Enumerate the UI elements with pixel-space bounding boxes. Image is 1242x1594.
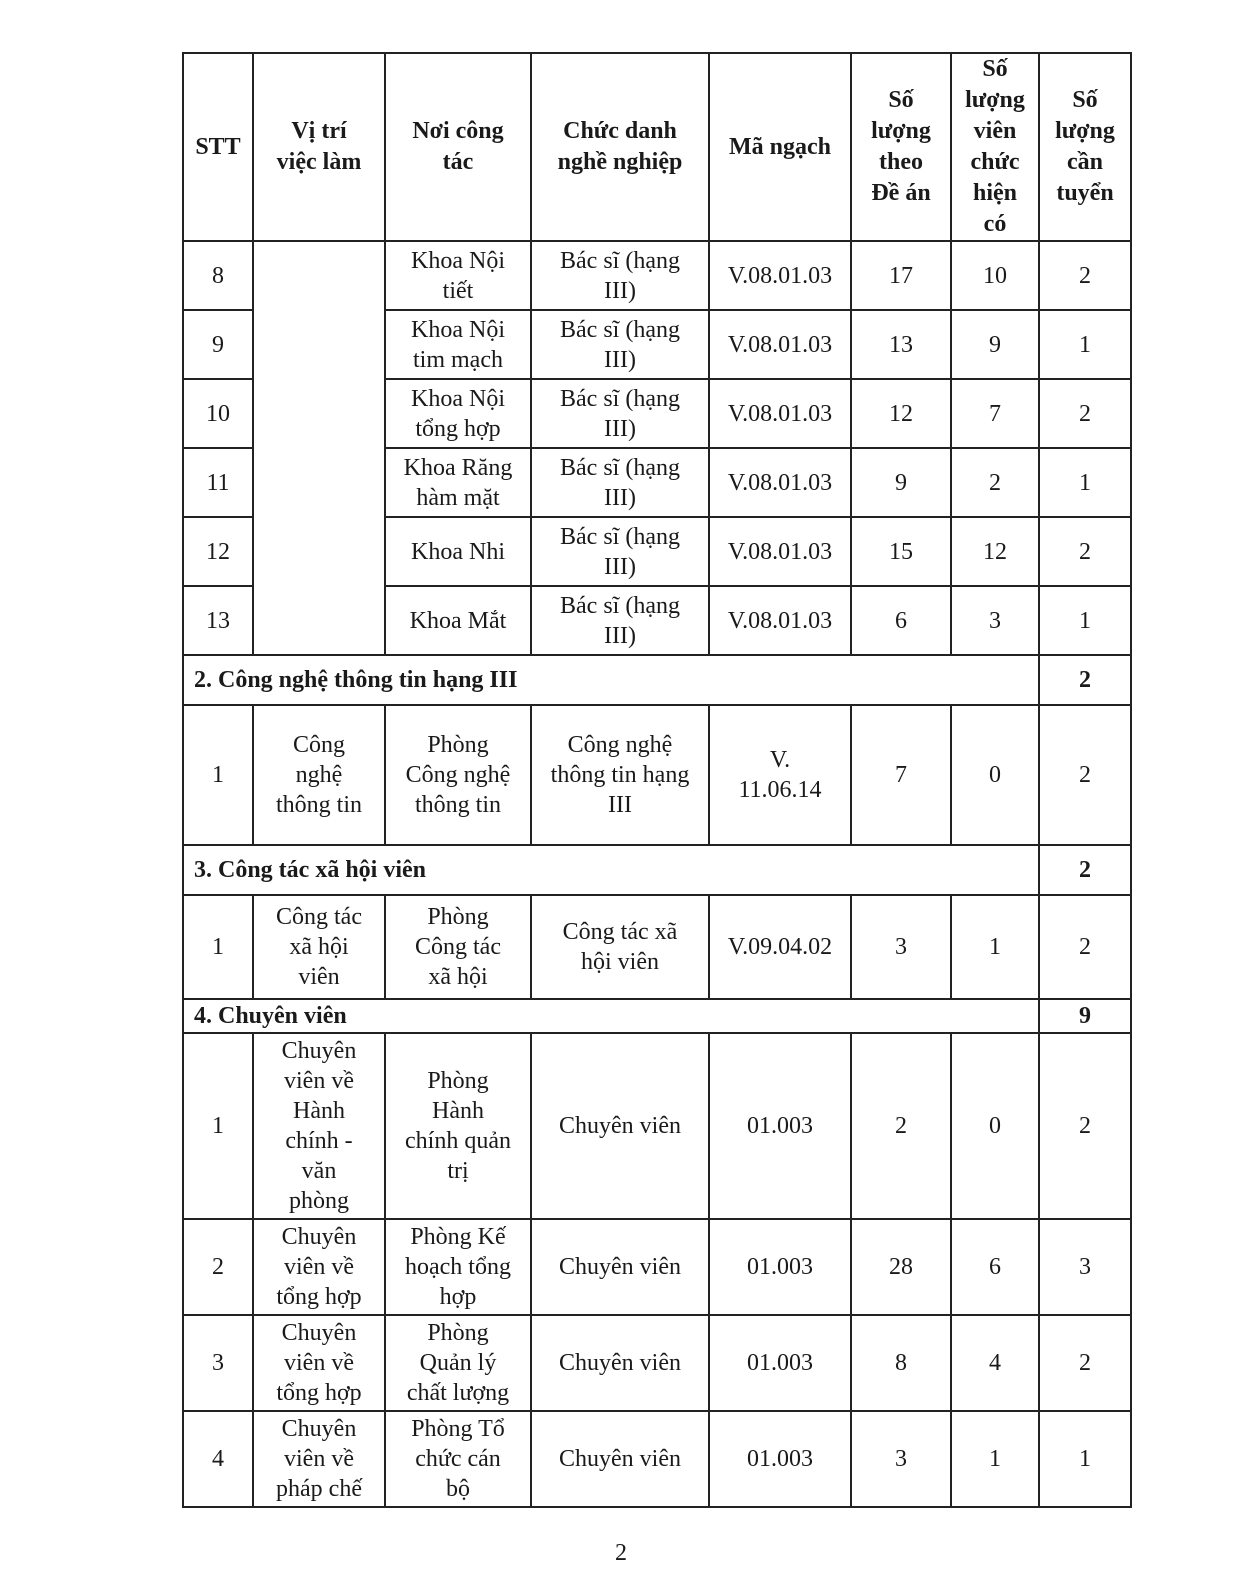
table-row bbox=[183, 705, 1131, 845]
cell-can-tuyen: 2 bbox=[1039, 1315, 1131, 1411]
header-so-luong-hien-co: Số lượng viên chức hiện có bbox=[951, 53, 1039, 241]
cell-ma-ngach: V.08.01.03 bbox=[709, 241, 851, 310]
cell-de-an: 8 bbox=[851, 1315, 951, 1411]
cell-noi-cong-tac: Khoa Răng hàm mặt bbox=[385, 448, 531, 517]
cell-vi-tri: Công nghệ thông tin bbox=[253, 705, 385, 845]
cell-chuc-danh: Bác sĩ (hạng III) bbox=[531, 517, 709, 586]
header-row bbox=[183, 53, 1131, 241]
cell-vi-tri: Công tác xã hội viên bbox=[253, 895, 385, 999]
cell-noi-cong-tac: Khoa Nội tổng hợp bbox=[385, 379, 531, 448]
cell-stt: 13 bbox=[183, 586, 253, 655]
cell-hien-co: 9 bbox=[951, 310, 1039, 379]
cell-de-an: 9 bbox=[851, 448, 951, 517]
cell-can-tuyen: 2 bbox=[1039, 379, 1131, 448]
cell-can-tuyen: 2 bbox=[1039, 517, 1131, 586]
cell-vi-tri: Chuyên viên về Hành chính - văn phòng bbox=[253, 1033, 385, 1219]
cell-de-an: 15 bbox=[851, 517, 951, 586]
cell-chuc-danh: Công nghệ thông tin hạng III bbox=[531, 705, 709, 845]
cell-chuc-danh: Bác sĩ (hạng III) bbox=[531, 310, 709, 379]
cell-can-tuyen: 2 bbox=[1039, 705, 1131, 845]
cell-chuc-danh: Công tác xã hội viên bbox=[531, 895, 709, 999]
cell-stt: 1 bbox=[183, 1033, 253, 1219]
cell-stt: 2 bbox=[183, 1219, 253, 1315]
section-total: 9 bbox=[1039, 999, 1131, 1033]
table-row bbox=[183, 241, 1131, 310]
cell-can-tuyen: 2 bbox=[1039, 895, 1131, 999]
cell-stt: 11 bbox=[183, 448, 253, 517]
cell-stt: 1 bbox=[183, 895, 253, 999]
section-header-row bbox=[183, 999, 1131, 1033]
cell-de-an: 17 bbox=[851, 241, 951, 310]
cell-hien-co: 0 bbox=[951, 1033, 1039, 1219]
cell-de-an: 7 bbox=[851, 705, 951, 845]
cell-chuc-danh: Bác sĩ (hạng III) bbox=[531, 586, 709, 655]
cell-stt: 12 bbox=[183, 517, 253, 586]
header-ma-ngach: Mã ngạch bbox=[709, 53, 851, 241]
cell-chuc-danh: Chuyên viên bbox=[531, 1033, 709, 1219]
table-row bbox=[183, 895, 1131, 999]
cell-de-an: 28 bbox=[851, 1219, 951, 1315]
cell-de-an: 3 bbox=[851, 1411, 951, 1507]
cell-hien-co: 4 bbox=[951, 1315, 1039, 1411]
cell-chuc-danh: Chuyên viên bbox=[531, 1219, 709, 1315]
cell-hien-co: 6 bbox=[951, 1219, 1039, 1315]
cell-ma-ngach: V.08.01.03 bbox=[709, 517, 851, 586]
cell-de-an: 6 bbox=[851, 586, 951, 655]
cell-de-an: 13 bbox=[851, 310, 951, 379]
section-total: 2 bbox=[1039, 655, 1131, 705]
cell-vi-tri: Chuyên viên về tổng hợp bbox=[253, 1219, 385, 1315]
cell-de-an: 2 bbox=[851, 1033, 951, 1219]
cell-de-an: 12 bbox=[851, 379, 951, 448]
cell-de-an: 3 bbox=[851, 895, 951, 999]
cell-ma-ngach: V.08.01.03 bbox=[709, 448, 851, 517]
page-number: 2 bbox=[615, 1540, 627, 1566]
cell-ma-ngach: V.08.01.03 bbox=[709, 379, 851, 448]
cell-noi-cong-tac: Phòng Hành chính quản trị bbox=[385, 1033, 531, 1219]
table-row bbox=[183, 1033, 1131, 1219]
header-stt: STT bbox=[183, 53, 253, 241]
table-row bbox=[183, 1219, 1131, 1315]
section-total: 2 bbox=[1039, 845, 1131, 895]
cell-can-tuyen: 1 bbox=[1039, 1411, 1131, 1507]
cell-stt: 9 bbox=[183, 310, 253, 379]
cell-hien-co: 0 bbox=[951, 705, 1039, 845]
cell-can-tuyen: 1 bbox=[1039, 310, 1131, 379]
cell-vi-tri: Chuyên viên về tổng hợp bbox=[253, 1315, 385, 1411]
cell-stt: 4 bbox=[183, 1411, 253, 1507]
cell-ma-ngach: V.09.04.02 bbox=[709, 895, 851, 999]
cell-noi-cong-tac: Phòng Kế hoạch tổng hợp bbox=[385, 1219, 531, 1315]
header-chuc-danh: Chức danh nghề nghiệp bbox=[531, 53, 709, 241]
cell-hien-co: 1 bbox=[951, 1411, 1039, 1507]
table-row bbox=[183, 1411, 1131, 1507]
section-title: 2. Công nghệ thông tin hạng III bbox=[183, 655, 1039, 705]
cell-noi-cong-tac: Khoa Nội tim mạch bbox=[385, 310, 531, 379]
cell-ma-ngach: 01.003 bbox=[709, 1315, 851, 1411]
section-header-row bbox=[183, 655, 1131, 705]
cell-stt: 3 bbox=[183, 1315, 253, 1411]
table-row bbox=[183, 1315, 1131, 1411]
cell-chuc-danh: Bác sĩ (hạng III) bbox=[531, 379, 709, 448]
cell-ma-ngach: V. 11.06.14 bbox=[709, 705, 851, 845]
cell-ma-ngach: 01.003 bbox=[709, 1411, 851, 1507]
cell-noi-cong-tac: Khoa Mắt bbox=[385, 586, 531, 655]
header-noi-cong-tac: Nơi công tác bbox=[385, 53, 531, 241]
cell-can-tuyen: 1 bbox=[1039, 448, 1131, 517]
cell-ma-ngach: V.08.01.03 bbox=[709, 586, 851, 655]
cell-chuc-danh: Chuyên viên bbox=[531, 1315, 709, 1411]
cell-noi-cong-tac: Phòng Công nghệ thông tin bbox=[385, 705, 531, 845]
cell-noi-cong-tac: Phòng Tổ chức cán bộ bbox=[385, 1411, 531, 1507]
cell-ma-ngach: 01.003 bbox=[709, 1033, 851, 1219]
cell-hien-co: 1 bbox=[951, 895, 1039, 999]
cell-stt: 8 bbox=[183, 241, 253, 310]
cell-chuc-danh: Bác sĩ (hạng III) bbox=[531, 448, 709, 517]
cell-hien-co: 3 bbox=[951, 586, 1039, 655]
cell-stt: 10 bbox=[183, 379, 253, 448]
cell-vi-tri: Chuyên viên về pháp chế bbox=[253, 1411, 385, 1507]
cell-ma-ngach: 01.003 bbox=[709, 1219, 851, 1315]
section-title: 3. Công tác xã hội viên bbox=[183, 845, 1039, 895]
cell-chuc-danh: Bác sĩ (hạng III) bbox=[531, 241, 709, 310]
cell-hien-co: 2 bbox=[951, 448, 1039, 517]
section-title: 4. Chuyên viên bbox=[183, 999, 1039, 1033]
cell-noi-cong-tac: Phòng Công tác xã hội bbox=[385, 895, 531, 999]
cell-noi-cong-tac: Khoa Nhi bbox=[385, 517, 531, 586]
cell-can-tuyen: 2 bbox=[1039, 241, 1131, 310]
header-vi-tri: Vị trí việc làm bbox=[253, 53, 385, 241]
staffing-table bbox=[182, 52, 1132, 1508]
cell-can-tuyen: 3 bbox=[1039, 1219, 1131, 1315]
cell-ma-ngach: V.08.01.03 bbox=[709, 310, 851, 379]
section-header-row bbox=[183, 845, 1131, 895]
cell-noi-cong-tac: Phòng Quản lý chất lượng bbox=[385, 1315, 531, 1411]
cell-chuc-danh: Chuyên viên bbox=[531, 1411, 709, 1507]
cell-can-tuyen: 2 bbox=[1039, 1033, 1131, 1219]
cell-vi-tri-merged bbox=[253, 241, 385, 655]
cell-can-tuyen: 1 bbox=[1039, 586, 1131, 655]
cell-noi-cong-tac: Khoa Nội tiết bbox=[385, 241, 531, 310]
cell-hien-co: 10 bbox=[951, 241, 1039, 310]
cell-hien-co: 7 bbox=[951, 379, 1039, 448]
cell-hien-co: 12 bbox=[951, 517, 1039, 586]
header-so-luong-can-tuyen: Số lượng cần tuyển bbox=[1039, 53, 1131, 241]
header-so-luong-de-an: Số lượng theo Đề án bbox=[851, 53, 951, 241]
cell-stt: 1 bbox=[183, 705, 253, 845]
